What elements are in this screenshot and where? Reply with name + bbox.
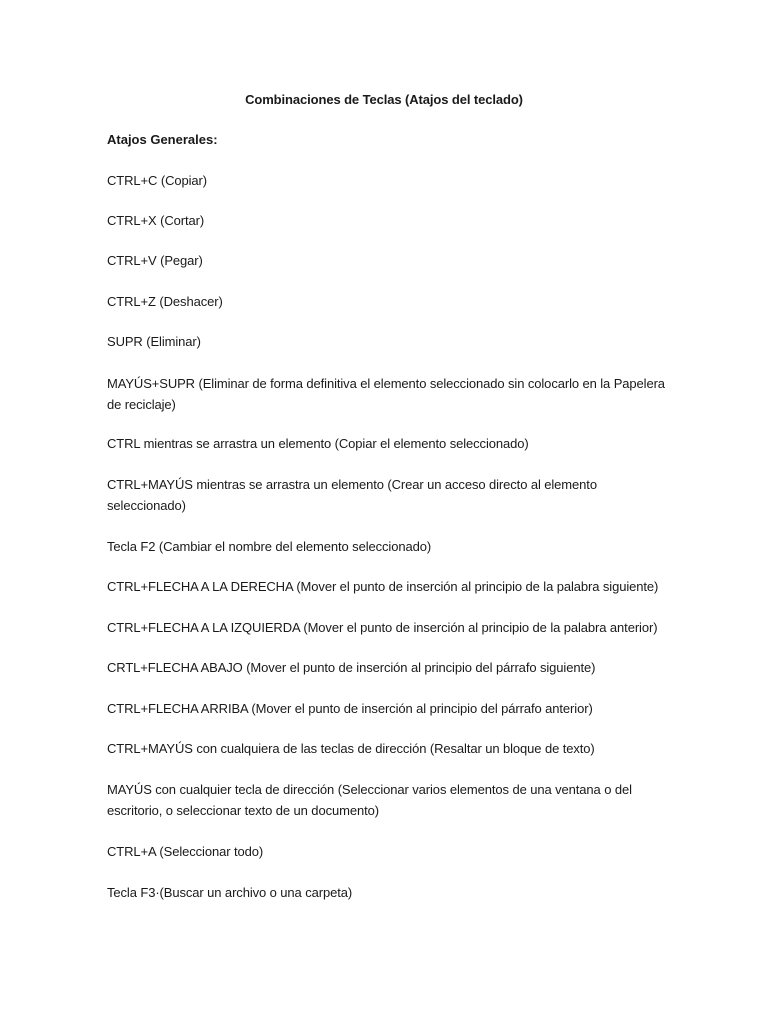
- shortcut-entry: CTRL+FLECHA A LA DERECHA (Mover el punto de inserción al principio de la palabra siguiente): [107, 579, 659, 594]
- shortcut-entry: SUPR (Eliminar): [107, 334, 201, 349]
- shortcut-entry: CTRL+MAYÚS con cualquiera de las teclas de dirección (Resaltar un bloque de texto): [107, 741, 595, 756]
- shortcut-entry: Tecla F3·(Buscar un archivo o una carpeta): [107, 885, 353, 900]
- shortcut-entry: CTRL+V (Pegar): [107, 253, 203, 268]
- shortcut-entry: CTRL+Z (Deshacer): [107, 294, 223, 309]
- shortcut-entry: MAYÚS+SUPR (Eliminar de forma definitiva el elemento seleccionado sin colocarlo en la Papelera de reciclaje): [107, 376, 665, 412]
- shortcut-entry: CTRL+C (Copiar): [107, 173, 207, 188]
- shortcut-entry: CTRL mientras se arrastra un elemento (Copiar el elemento seleccionado): [107, 436, 529, 451]
- shortcut-entry: CTRL+MAYÚS mientras se arrastra un elemento (Crear un acceso directo al elemento seleccionado): [107, 477, 597, 513]
- shortcut-entry: MAYÚS con cualquier tecla de dirección (Seleccionar varios elementos de una ventana o del escritorio, o seleccionar texto de un documento): [107, 782, 632, 818]
- shortcut-entry: CTRL+A (Seleccionar todo): [107, 844, 264, 859]
- document-title: Combinaciones de Teclas (Atajos del teclado): [245, 92, 523, 107]
- shortcut-entry: CRTL+FLECHA ABAJO (Mover el punto de inserción al principio del párrafo siguiente): [107, 660, 596, 675]
- section-heading: Atajos Generales:: [107, 132, 218, 147]
- shortcut-entry: Tecla F2 (Cambiar el nombre del elemento seleccionado): [107, 539, 432, 554]
- shortcut-entry: CTRL+FLECHA A LA IZQUIERDA (Mover el punto de inserción al principio de la palabra anterior): [107, 620, 658, 635]
- shortcut-entry: CTRL+FLECHA ARRIBA (Mover el punto de inserción al principio del párrafo anterior): [107, 701, 593, 716]
- shortcut-entry: CTRL+X (Cortar): [107, 213, 205, 228]
